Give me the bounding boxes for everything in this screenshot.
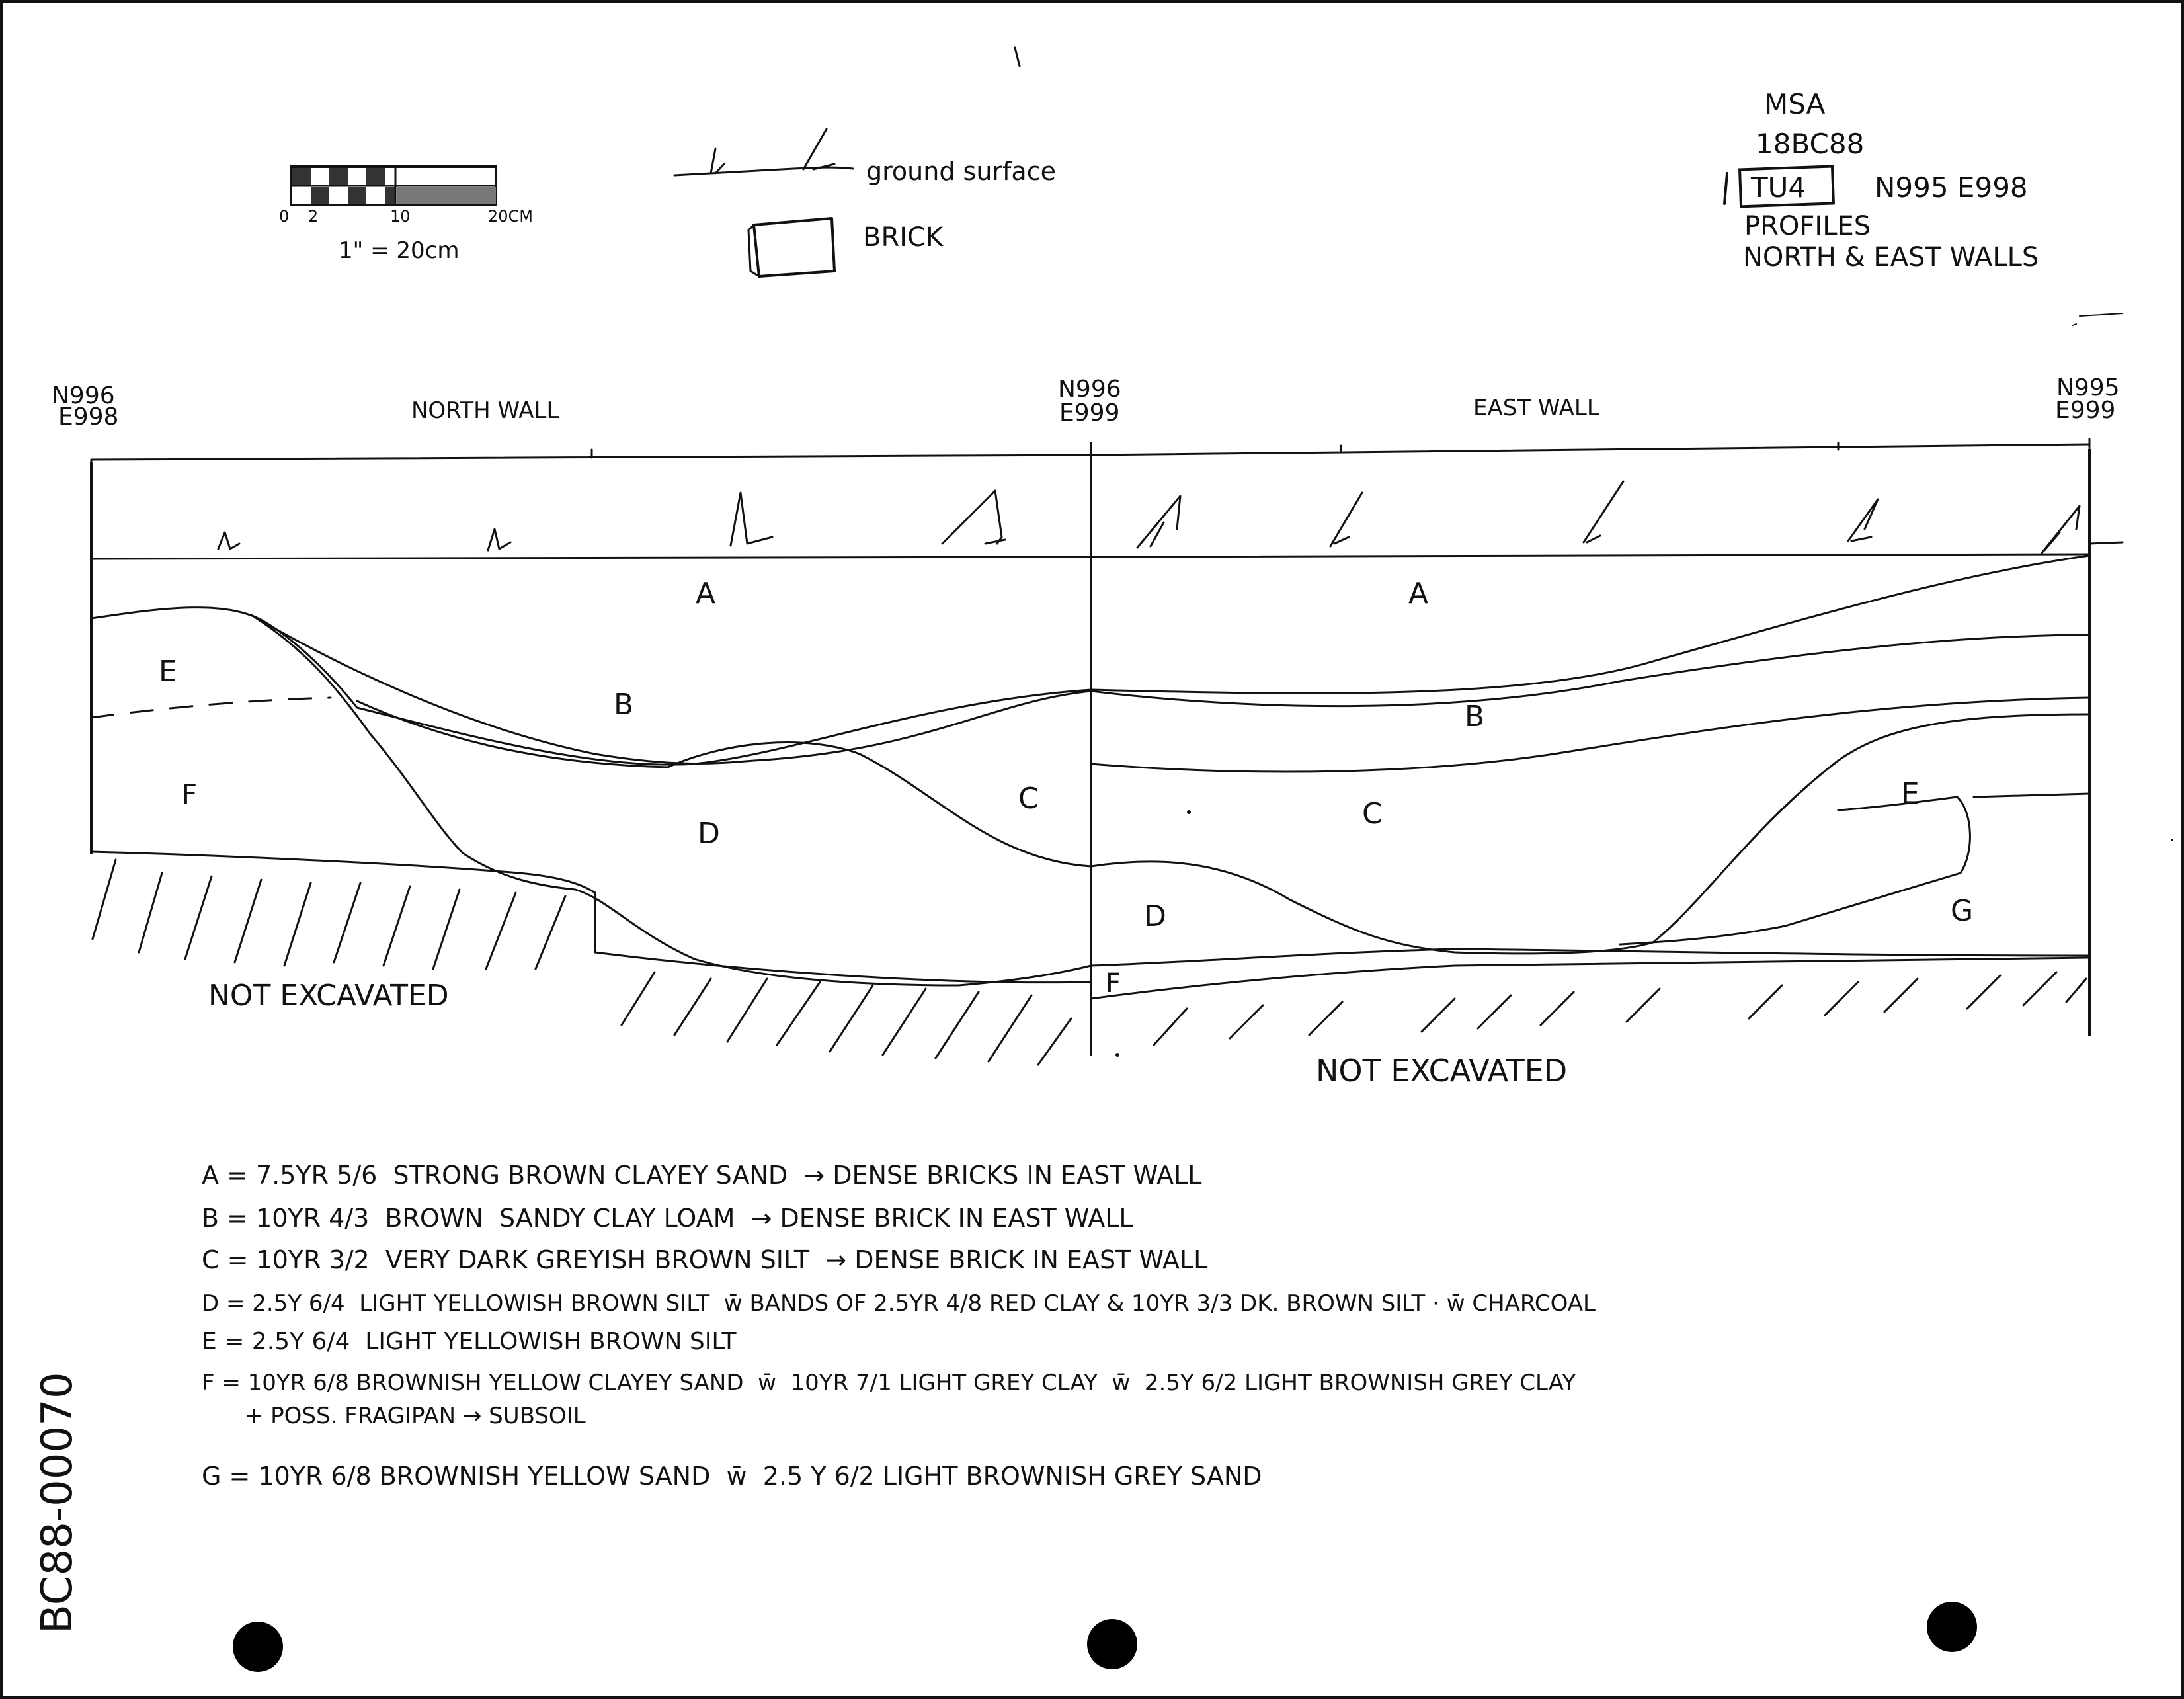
boundary-d-lower-north	[251, 615, 1091, 985]
scale-tick-20cm: 20CM	[488, 207, 534, 226]
site-name: MSA	[1764, 88, 1826, 120]
boundary-f-bottom-east	[1091, 958, 2089, 999]
scale-tick-2: 2	[308, 207, 319, 226]
description-c: C = 10YR 3/2 VERY DARK GREYISH BROWN SILT → DENSE BRICK IN EAST WALL	[202, 1245, 1208, 1274]
layer-label-b-north: B	[614, 688, 634, 722]
description-d: D = 2.5Y 6/4 LIGHT YELLOWISH BROWN SILT w̄ BANDS OF 2.5YR 4/8 RED CLAY & 10YR 3/3 DK. BROWN SILT · w̄ CHARCOAL	[202, 1290, 1596, 1317]
binder-hole-middle	[1087, 1619, 1137, 1669]
profile-frame	[91, 439, 2089, 1055]
ground-surface	[91, 481, 2123, 559]
layer-label-g-east: G	[1951, 894, 1974, 928]
brick-label: BRICK	[863, 222, 944, 253]
binder-hole-left	[233, 1622, 283, 1672]
layer-label-e-north: E	[159, 655, 177, 688]
description-f-continued: + POSS. FRAGIPAN → SUBSOIL	[202, 1403, 586, 1429]
title-line-1: PROFILES	[1744, 211, 1871, 241]
layer-label-a-north: A	[696, 577, 716, 610]
ground-surface-symbol	[674, 129, 853, 175]
description-f: F = 10YR 6/8 BROWNISH YELLOW CLAYEY SAND w̄ 10YR 7/1 LIGHT GREY CLAY w̄ 2.5Y 6/2 LIGHT BROWNISH GREY CLAY	[202, 1370, 1576, 1396]
layer-label-b-east: B	[1465, 700, 1485, 733]
stray-mark	[1015, 48, 1020, 66]
east-wall-label: EAST WALL	[1473, 395, 1599, 421]
charcoal-dot	[1187, 810, 1191, 814]
corner-middle-east: E999	[1059, 399, 1120, 427]
layer-label-d-north: D	[698, 817, 720, 850]
unit-label: TU4	[1751, 171, 1806, 204]
site-number: 18BC88	[1756, 128, 1865, 160]
ground-surface-label: ground surface	[866, 157, 1056, 186]
profile-labels	[52, 374, 2120, 431]
layer-label-a-east: A	[1408, 577, 1429, 610]
layer-label-f-north: F	[182, 780, 198, 810]
corner-middle-north: N996	[1058, 376, 1121, 403]
brick-symbol	[748, 218, 834, 276]
layer-label-c-east: C	[1362, 797, 1383, 831]
not-excavated-hatching	[93, 860, 2086, 1089]
not-excavated-label-east: NOT EXCAVATED	[1316, 1053, 1568, 1089]
boundary-e-top-east	[1974, 794, 2089, 797]
north-wall-label: NORTH WALL	[411, 397, 559, 424]
layer-label-e-east: E	[1901, 777, 1920, 811]
layer-letters	[159, 577, 2173, 1057]
binder-holes	[233, 1602, 1977, 1672]
scale-ratio: 1" = 20cm	[339, 237, 460, 264]
unit-box-left	[1724, 173, 1727, 204]
catalog-number: BC88-00070	[33, 1372, 82, 1634]
stray-dot	[1115, 1053, 1119, 1057]
boundary-e-f-north	[91, 698, 331, 718]
legend	[674, 129, 1056, 276]
boundary-e-g-east	[1620, 797, 1970, 944]
boundary-f-bottom-north	[595, 893, 1091, 983]
description-a: A = 7.5YR 5/6 STRONG BROWN CLAYEY SAND → DENSE BRICKS IN EAST WALL	[202, 1161, 1202, 1190]
not-excavated-label-north: NOT EXCAVATED	[208, 979, 449, 1013]
description-b: B = 10YR 4/3 BROWN SANDY CLAY LOAM → DENSE BRICK IN EAST WALL	[202, 1204, 1133, 1233]
corner-right-north: N995	[2056, 374, 2120, 401]
corner-left-east: E998	[58, 403, 119, 431]
boundary-f-top-north	[91, 852, 595, 893]
unit-coordinates: N995 E998	[1875, 171, 2028, 204]
layer-label-d-east: D	[1144, 899, 1166, 933]
boundary-b-c-east	[1091, 698, 2089, 772]
description-e: E = 2.5Y 6/4 LIGHT YELLOWISH BROWN SILT	[202, 1328, 737, 1355]
scale-bar	[279, 167, 533, 264]
soil-descriptions	[202, 1161, 1596, 1491]
layer-label-c-north: C	[1018, 782, 1039, 815]
layer-label-f-east: F	[1106, 968, 1121, 999]
binder-hole-right	[1927, 1602, 1977, 1652]
corner-left-north: N996	[52, 382, 115, 409]
boundary-a-b-east	[1091, 635, 2089, 706]
header-block	[1724, 88, 2123, 325]
description-g: G = 10YR 6/8 BROWNISH YELLOW SAND w̄ 2.5 Y 6/2 LIGHT BROWNISH GREY SAND	[202, 1462, 1262, 1491]
corner-right-east: E999	[2055, 397, 2116, 424]
grass-symbols	[218, 481, 2080, 553]
stray-dot-edge	[2171, 839, 2173, 841]
stray-mark-right	[2073, 313, 2123, 325]
boundary-c-d-east	[1091, 714, 2089, 954]
scale-tick-0: 0	[279, 207, 290, 226]
boundary-b-c-north	[357, 701, 1091, 866]
scale-tick-10: 10	[390, 207, 411, 226]
title-line-2: NORTH & EAST WALLS	[1743, 242, 2039, 272]
